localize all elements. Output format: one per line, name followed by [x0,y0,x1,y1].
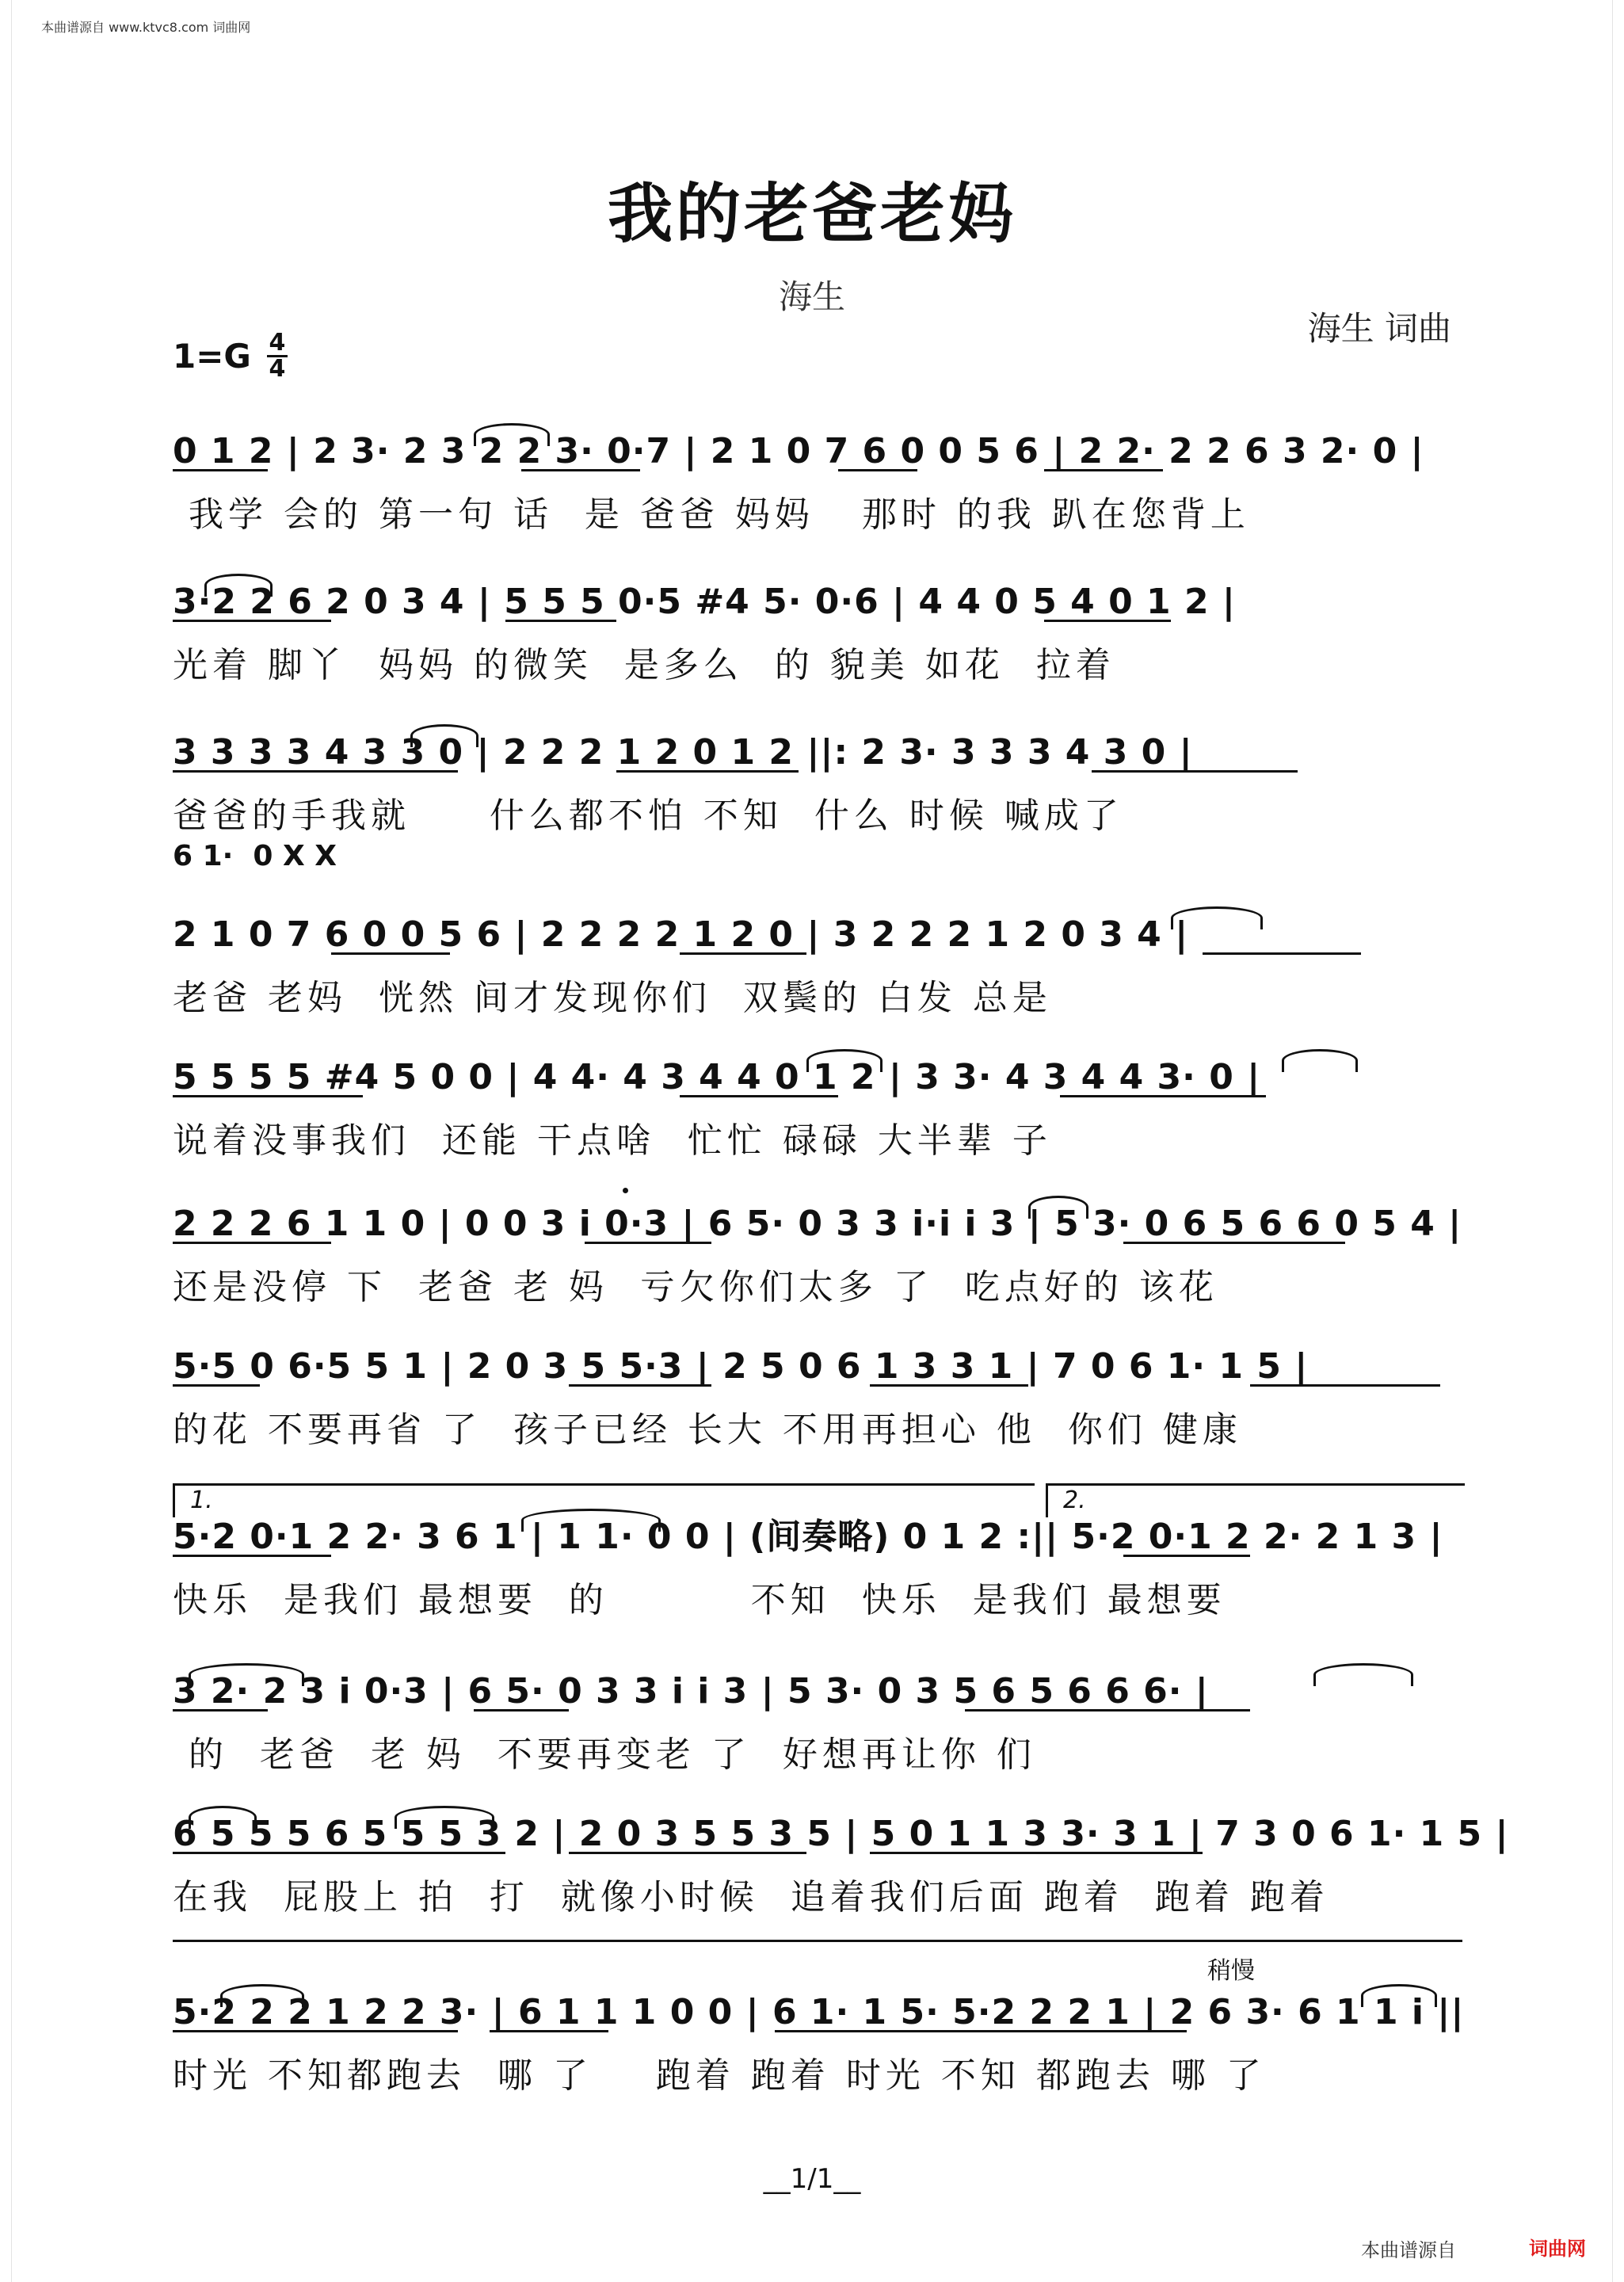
underline [965,1709,1250,1712]
underline [569,1852,806,1854]
lyrics-line: 说着没事我们 还能 干点啥 忙忙 碌碌 大半辈 子 [173,1120,1052,1161]
underline [585,1242,711,1244]
underline [173,770,458,773]
lyrics-line: 老爸 老妈 恍然 间才发现你们 双鬓的 白发 总是 [173,978,1052,1018]
underline [1044,620,1171,622]
notes-line: 5·2 0·1 2 2· 3 6 1 | 1 1· 0 0 | (间奏略) 0 1 2 :|| 5·2 0·1 2 2· 2 1 3 | [173,1517,1443,1557]
underline [331,952,450,955]
notes-line: 5·5 0 6·5 5 1 | 2 0 3 5 5·3 | 2 5 0 6 1 3 3 1 | 7 0 6 1· 1 5 | [173,1346,1309,1387]
lyrics-line: 爸爸的手我就 什么都不怕 不知 什么 时候 喊成了 [173,796,1123,836]
notes-line: 0 1 2 | 2 3· 2 3 2 2 3· 0·7 | 2 1 0 7 6 0 0 5 6 | 2 2· 2 2 6 3 2· 0 | [173,431,1424,471]
notes-line: 3·2 2 6 2 0 3 4 | 5 5 5 0·5 #4 5· 0·6 | 4 4 0 5 4 0 1 2 | [173,582,1236,622]
underline [1044,469,1163,471]
underline [775,2030,1187,2032]
tie-arc [189,1806,257,1829]
notes-line: 6 5 5 5 6 5 5 5 3 2 | 2 0 3 5 5 3 5 | 5 0 1 1 3 3· 3 1 | 7 3 0 6 1· 1 5 | [173,1814,1509,1854]
underline [173,469,268,471]
tie-arc [806,1049,883,1072]
tie-arc [474,423,550,446]
notes-line: 5 5 5 5 #4 5 0 0 | 4 4· 4 3 4 4 0 1 2 | 3 3· 4 3 4 4 3· 0 | [173,1057,1261,1097]
underline [1123,1242,1345,1244]
tie-arc [410,724,478,747]
notes-line: 3 2· 2 3 i 0·3 | 6 5· 0 3 3 i i 3 | 5 3· 0 3 5 6 5 6 6 6· | [173,1671,1209,1712]
tie-arc [1028,1196,1088,1219]
page-number: __1/1__ [763,2163,861,2195]
time-signature [267,331,288,381]
underline [173,1555,331,1557]
page-edge-right [1612,0,1624,2282]
tempo-marking: 稍慢 [1207,1957,1255,1985]
lyrics-line: 还是没停 下 老爸 老 妈 亏欠你们太多 了 吃点好的 该花 [173,1267,1218,1307]
underline [680,1095,838,1097]
source-note-top: 本曲谱源自 www.ktvc8.com 词曲网 [41,20,251,35]
section-rule [173,1940,1462,1942]
tie-arc [204,574,273,597]
tie-arc [1361,1984,1437,2007]
tie-arc [1313,1663,1413,1686]
notes-line: 2 1 0 7 6 0 0 5 6 | 2 2 2 2 1 2 0 | 3 2 2 2 1 2 0 3 4 | [173,914,1189,955]
notes-line: 2 2 2 6 1 1 0 | 0 0 3 i 0·3 | 6 5· 0 3 3 i·i i 3 | 5 3· 0 6 5 6 6 0 5 4 | [173,1204,1462,1244]
song-title: 我的老爸老妈 [607,176,1016,252]
underline [1250,1384,1440,1387]
underline [680,952,806,955]
underline [474,1709,569,1712]
lyrics-line: 我学 会的 第一句 话 是 爸爸 妈妈 那时 的我 趴在您背上 [173,494,1250,535]
underline [838,469,917,471]
underline [173,2030,458,2032]
tie-arc [220,1984,304,2007]
underline [490,2030,608,2032]
site-logo[interactable]: 词曲网 [1529,2238,1586,2260]
underline [173,1384,260,1387]
tie-arc [395,1806,494,1829]
tie-arc [1282,1049,1358,1072]
time-signature-top: 4 [269,329,286,357]
lyrics-line: 光着 脚丫 妈妈 的微笑 是多么 的 貌美 如花 拉着 [173,645,1115,685]
lyrics-line: 的 老爸 老 妈 不要再变老 了 好想再让你 们 [173,1734,1036,1775]
song-subtitle: 海生 [778,277,845,316]
volta-label-1: 1. [190,1486,213,1514]
lyrics-line: 快乐 是我们 最想要 的 不知 快乐 是我们 最想要 [173,1580,1226,1620]
source-note-bottom: 本曲谱源自 [1361,2239,1456,2261]
notes-line: 5·2 2 2 1 2 2 3· | 6 1 1 1 0 0 | 6 1· 1 5· 5·2 2 2 1 | 2 6 3· 6 1 1 i || [173,1992,1465,2032]
tie-arc [189,1663,304,1686]
alternate-notes: 6 1· 0 X X [173,840,337,872]
time-signature-bottom: 4 [269,355,286,383]
volta-label-2: 2. [1063,1486,1086,1514]
tie-arc [1171,906,1263,929]
underline [173,1852,505,1854]
underline [1203,952,1361,955]
octave-dot [623,1188,628,1193]
underline [569,1384,711,1387]
underline [173,1709,268,1712]
underline [173,620,331,622]
underline [521,469,640,471]
underline [1123,1555,1250,1557]
song-credits: 海生 词曲 [1307,309,1451,348]
underline [1060,1095,1266,1097]
underline [173,1242,331,1244]
underline [173,1095,363,1097]
notes-line: 3 3 3 3 4 3 3 0 | 2 2 2 1 2 0 1 2 ||: 2 3· 3 3 3 4 3 0 | [173,732,1193,773]
underline [870,1384,1028,1387]
underline [1092,770,1298,773]
page-edge-left [0,0,12,2282]
lyrics-line: 的花 不要再省 了 孩子已经 长大 不用再担心 他 你们 健康 [173,1410,1242,1450]
lyrics-line: 在我 屁股上 拍 打 就像小时候 追着我们后面 跑着 跑着 跑着 [173,1877,1329,1918]
underline [505,620,616,622]
key-label: 1=G [173,337,251,376]
tie-arc [521,1509,661,1532]
underline [870,1852,1203,1854]
lyrics-line: 时光 不知都跑去 哪 了 跑着 跑着 时光 不知 都跑去 哪 了 [173,2055,1266,2096]
key-signature [173,331,288,381]
underline [616,770,799,773]
